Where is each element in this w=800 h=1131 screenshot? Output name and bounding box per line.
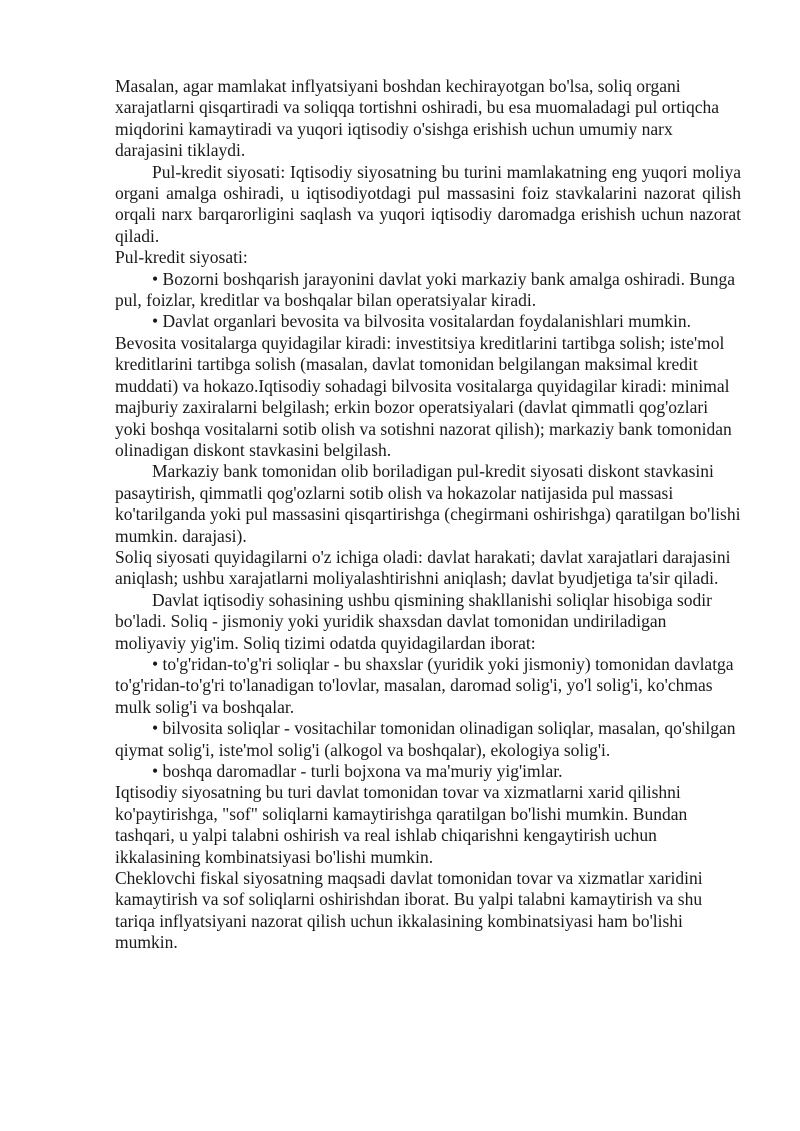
monetary-bullet-text: Davlat organlari bevosita va bilvosita vositalardan foydalanishlari mumkin. Bevosita vositalarga quyidagilar kiradi: investitsiya kreditlarini tartibga solish; iste'mol kreditlarini tartibga solish (masalan, davlat tomonidan belgilangan maksimal kredit muddati) va hokazo.Iqtisodiy sohadagi bilvosita vositalarga quyidagilar kiradi: minimal majburiy zaxiralarni belgilash; erkin bozor operatsiyalari (davlat qimmatli qog'ozlari yoki boshqa vositalarni sotib olish va sotishni nazorat qilish); markaziy bank tomonidan olinadigan diskont stavkasini belgilash.	[115, 311, 732, 460]
monetary-bullet-item	[115, 269, 741, 312]
monetary-policy-heading: Pul-kredit siyosati:	[115, 247, 248, 268]
paragraph-central-bank-policy: Markaziy bank tomonidan olib boriladigan pul-kredit siyosati diskont stavkasini pasaytirish, qimmatli qog'ozlarni sotib olish va hokazolar natijasida pul massasi ko'tarilganda yoki pul massasini qisqartirishga (chegirmani oshirishga) qaratilgan bo'lishi mumkin. darajasi).	[115, 461, 741, 546]
monetary-bullet-item	[115, 311, 741, 461]
paragraph-restrictive-fiscal: Cheklovchi fiskal siyosatning maqsadi davlat tomonidan tovar va xizmatlar xaridini kamaytirish va sof soliqlarni oshirishdan iborat. Bu yalpi talabni kamaytirish va shu tariqa inflyatsiyani nazorat qilish uchun ikkalasining kombinatsiyasi ham bo'lishi mumkin.	[115, 868, 703, 953]
paragraph-monetary-policy-definition: Pul-kredit siyosati: Iqtisodiy siyosatning bu turini mamlakatning eng yuqori moliya organi amalga oshiradi, u iqtisodiyotdagi pul massasini foiz stavkalarini nazorat qilish orqali narx barqarorligini saqlash va yuqori iqtisodiy daromadga erishish uchun nazorat qiladi.	[115, 161, 741, 246]
bullet-icon: •	[152, 653, 159, 674]
document-page	[115, 76, 741, 954]
tax-bullet-item	[115, 761, 741, 782]
paragraph-tax-system: Davlat iqtisodiy sohasining ushbu qismining shakllanishi soliqlar hisobiga sodir bo'ladi. Soliq - jismoniy yoki yuridik shaxsdan davlat tomonidan undiriladigan moliyaviy yig'im. Soliq tizimi odatda quyidagilardan iborat:	[115, 589, 712, 653]
paragraph-inflation-example: Masalan, agar mamlakat inflyatsiyani boshdan kechirayotgan bo'lsa, soliq organi xarajatlarni qisqartiradi va soliqqa tortishni oshiradi, bu esa muomaladagi pul ortiqcha miqdorini kamaytiradi va yuqori iqtisodiy o'sishga erishish uchun umumiy narx darajasini tiklaydi.	[115, 76, 720, 161]
bullet-icon: •	[152, 268, 159, 289]
tax-bullet-text: boshqa daromadlar - turli bojxona va ma'muriy yig'imlar.	[162, 761, 563, 781]
tax-bullet-item	[115, 654, 741, 718]
tax-bullet-text: to'g'ridan-to'g'ri soliqlar - bu shaxslar (yuridik yoki jismoniy) tomonidan davlatga to'g'ridan-to'g'ri to'lanadigan to'lovlar, masalan, daromad solig'i, yo'l solig'i, ko'chmas mulk solig'i va boshqalar.	[115, 653, 734, 717]
paragraph-expansionary-fiscal: Iqtisodiy siyosatning bu turi davlat tomonidan tovar va xizmatlarni xarid qilishni ko'paytirishga, "sof" soliqlarni kamaytirishga qaratilgan bo'lishi mumkin. Bundan tashqari, u yalpi talabni oshirish va real ishlab chiqarishni kengaytirish uchun ikkalasining kombinatsiyasi bo'lishi mumkin.	[115, 782, 688, 867]
bullet-icon: •	[152, 718, 159, 739]
tax-bullet-text: bilvosita soliqlar - vositachilar tomonidan olinadigan soliqlar, masalan, qo'shilgan qiymat solig'i, iste'mol solig'i (alkogol va boshqalar), ekologiya solig'i.	[115, 718, 736, 760]
paragraph-tax-policy: Soliq siyosati quyidagilarni o'z ichiga oladi: davlat harakati; davlat xarajatlari darajasini aniqlash; ushbu xarajatlarni moliyalashtirishni aniqlash; davlat byudjetiga ta'sir qiladi.	[115, 546, 731, 589]
tax-bullet-item	[115, 718, 741, 761]
bullet-icon: •	[152, 761, 159, 781]
monetary-bullet-text: Bozorni boshqarish jarayonini davlat yoki markaziy bank amalga oshiradi. Bunga pul, foizlar, kreditlar va boshqalar bilan operatsiyalar kiradi.	[115, 268, 736, 311]
bullet-icon: •	[152, 311, 159, 332]
